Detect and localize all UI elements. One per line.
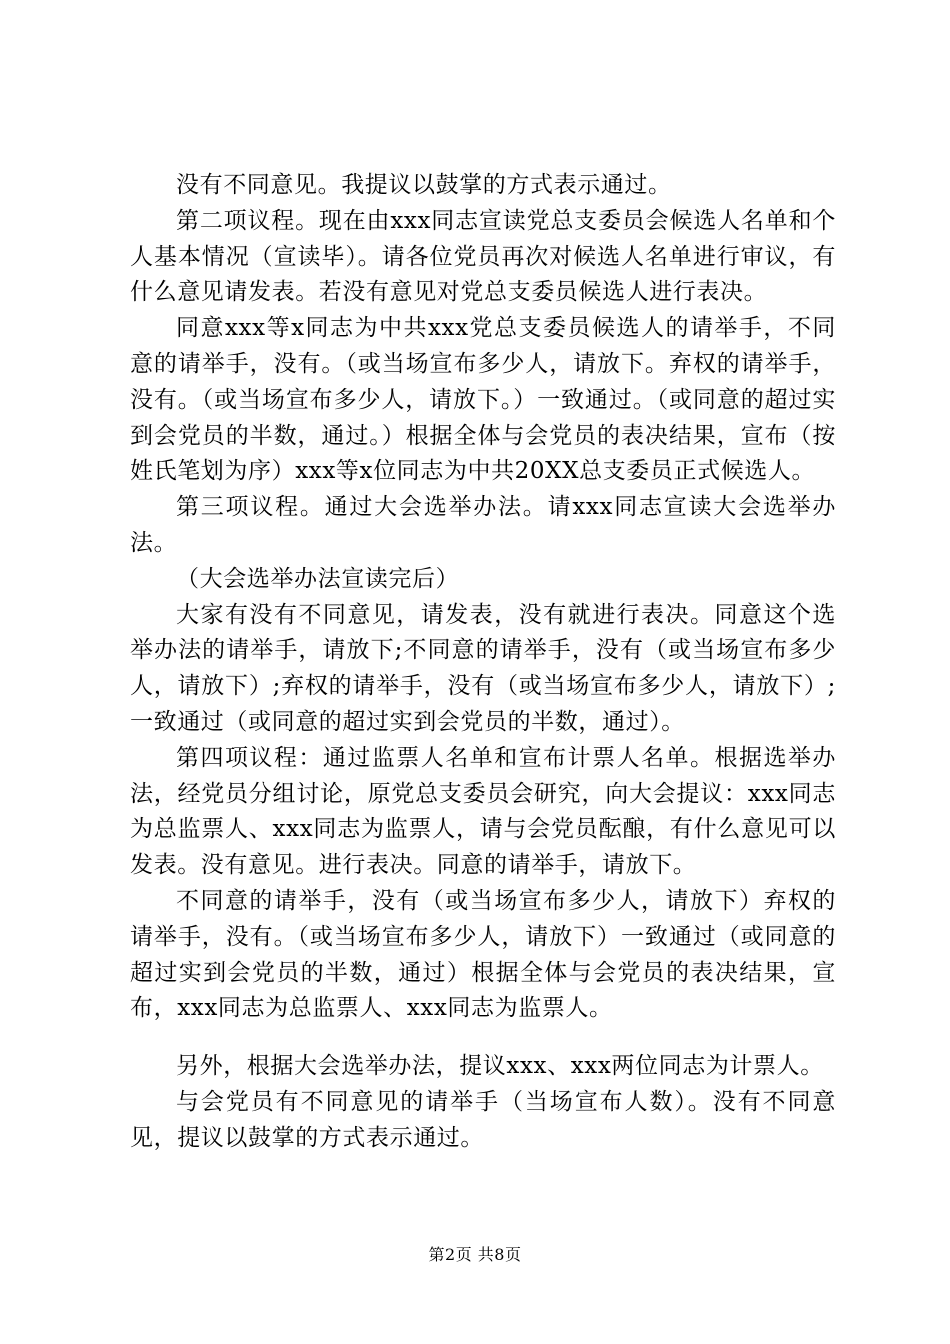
paragraph-7: 第四项议程：通过监票人名单和宣布计票人名单。根据选举办法，经党员分组讨论，原党总支委员会研究，向大会提议：xxx同志为总监票人、xxx同志为监票人，请与会党员酝酿，有什么意见可以发表。没有意见。进行表决。同意的请举手，请放下。 <box>130 744 836 879</box>
paragraph-6: 大家有没有不同意见，请发表，没有就进行表决。同意这个选举办法的请举手，请放下;不同意的请举手，没有（或当场宣布多少人，请放下）;弃权的请举手，没有（或当场宣布多少人，请放下）;一致通过（或同意的超过实到会党员的半数，通过）。 <box>130 601 836 735</box>
document-body <box>130 168 836 1157</box>
paragraph-2: 第二项议程。现在由xxx同志宣读党总支委员会候选人名单和个人基本情况（宣读毕）。请各位党员再次对候选人名单进行审议，有什么意见请发表。若没有意见对党总支委员候选人进行表决。 <box>130 207 836 306</box>
page-number-footer: 第2页 共8页 <box>428 1245 522 1264</box>
paragraph-8: 不同意的请举手，没有（或当场宣布多少人，请放下）弃权的请举手，没有。（或当场宣布多少人，请放下）一致通过（或同意的超过实到会党员的半数，通过）根据全体与会党员的表决结果，宣布，xxx同志为总监票人、xxx同志为监票人。 <box>130 887 836 1022</box>
paragraph-1: 没有不同意见。我提议以鼓掌的方式表示通过。 <box>176 172 672 198</box>
paragraph-9: 另外，根据大会选举办法，提议xxx、xxx两位同志为计票人。 <box>176 1053 824 1080</box>
paragraph-10: 与会党员有不同意见的请举手（当场宣布人数）。没有不同意见，提议以鼓掌的方式表示通过。 <box>130 1088 836 1151</box>
paragraph-5: （大会选举办法宣读完后） <box>176 565 460 592</box>
paragraph-3: 同意xxx等x同志为中共xxx党总支委员候选人的请举手，不同意的请举手，没有。（或当场宣布多少人，请放下。弃权的请举手，没有。（或当场宣布多少人，请放下。）一致通过。（或同意的超过实到会党员的半数，通过。）根据全体与会党员的表决结果，宣布（按姓氏笔划为序）xxx等x位同志为中共20XX总支委员正式候选人。 <box>130 315 836 485</box>
paragraph-4: 第三项议程。通过大会选举办法。请xxx同志宣读大会选举办法。 <box>130 494 836 556</box>
